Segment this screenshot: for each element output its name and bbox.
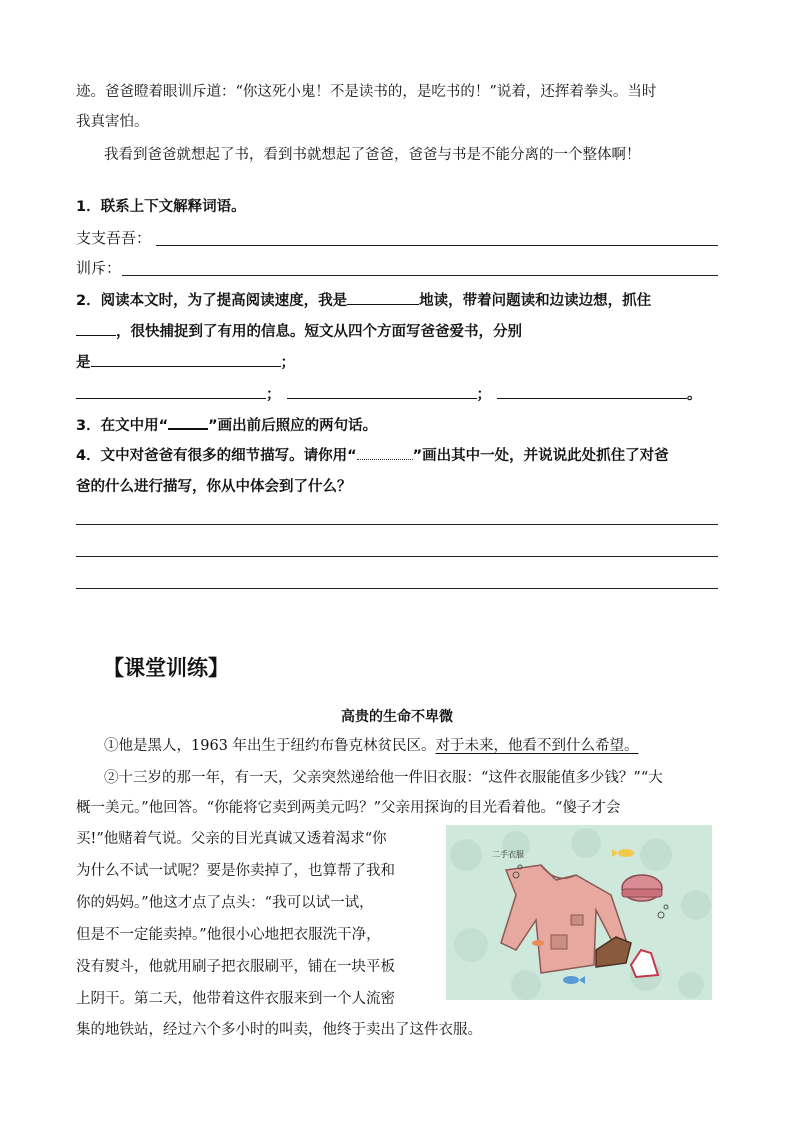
q2-punct: ； [266,387,281,403]
passage-line: 迹。爸爸瞪着眼训斥道：“你这死小鬼！不是读书的，是吃书的！”说着，还挥着拳头。当时 [76,84,657,100]
p1-underlined-text: 对于未来，他看不到什么希望。 [435,738,639,754]
q2-punct: ； [476,387,491,403]
passage-line: 上阴干。第二天，他带着这件衣服来到一个人流密 [76,991,395,1007]
q2-text: 2．阅读本文时，为了提高阅读速度，我是 [76,293,348,309]
q2-punct: ； [280,355,295,371]
q2-text: ，很快捕捉到了有用的信息。短文从四个方面写爸爸爱书，分别 [116,324,522,340]
fill-blank[interactable] [76,321,116,336]
fill-blank[interactable] [347,290,419,305]
fish-icon [532,940,544,946]
q3-text: ”画出前后照应的两句话。 [208,418,378,434]
passage-line: 你的妈妈。”他这才点了点头：“我可以试一试， [76,895,374,911]
answer-line[interactable] [156,245,718,246]
question-2-line1 [76,290,720,311]
q2-punct: 。 [687,387,702,403]
question-4-line2: 爸的什么进行描写，你从中体会到了什么？ [76,479,352,495]
answer-line[interactable] [76,556,718,557]
question-2-line4 [76,384,720,405]
passage-line: 没有熨斗，他就用刷子把衣服刷平，铺在一块平板 [76,959,395,975]
passage-line: 为什么不试一试呢？要是你卖掉了，也算帮了我和 [76,863,395,879]
fill-blank[interactable] [91,352,281,367]
passage-line: 集的地铁站，经过六个多小时的叫卖，他终于卖出了这件衣服。 [76,1022,482,1038]
question-4-line1 [76,446,720,466]
passage-line: ②十三岁的那一年，有一天，父亲突然递给他一件旧衣服：“这件衣服能值多少钱？”“大 [104,770,663,786]
passage-title: 高贵的生命不卑微 [341,709,453,725]
second-hand-clothes-illustration [446,825,712,1000]
term-label: 训斥： [76,259,122,277]
term-label: 支支吾吾： [76,229,152,247]
q2-text: 地读，带着问题读和边读边想，抓住 [419,293,652,309]
knit-hat-icon [622,875,662,901]
question-1: 1．联系上下文解释词语。 [76,199,246,215]
passage-line: 我真害怕。 [76,114,149,130]
q3-text: 3．在文中用“ [76,418,169,434]
fill-blank[interactable] [497,384,687,399]
q4-text: ”画出其中一处，并说说此处抓住了对爸 [412,448,669,464]
q2-text: 是 [76,355,91,371]
p1-text: ①他是黑人，1963 年出生于纽约布鲁克林贫民区。 [104,738,436,754]
illustration-label: 二手衣服 [492,850,524,859]
passage-line: 概一美元。”他回答。“你能将它卖到两美元吗？”父亲用探询的目光看着他。“傻子才会 [76,800,621,816]
answer-line[interactable] [76,524,718,525]
question-3 [76,414,720,436]
passage-line: 买!”他赌着气说。父亲的目光真诚又透着渴求“你 [76,831,387,847]
q4-text: 4．文中对爸爸有很多的细节描写。请你用“ [76,448,357,464]
answer-line[interactable] [122,275,718,276]
fill-blank[interactable] [76,384,266,399]
section-heading: 【课堂训练】 [103,656,229,680]
passage-line: 但是不一定能卖掉。”他很小心地把衣服洗干净， [76,927,381,943]
passage-line: 我看到爸爸就想起了书，看到书就想起了爸爸，爸爸与书是不能分离的一个整体啊！ [104,147,641,163]
answer-line[interactable] [76,588,718,589]
underline-sample [168,414,208,430]
question-2-line3 [76,352,720,373]
question-2-line2 [76,321,720,342]
fill-blank[interactable] [287,384,477,399]
wavy-line-sample [357,447,413,460]
passage-p1 [104,736,748,756]
